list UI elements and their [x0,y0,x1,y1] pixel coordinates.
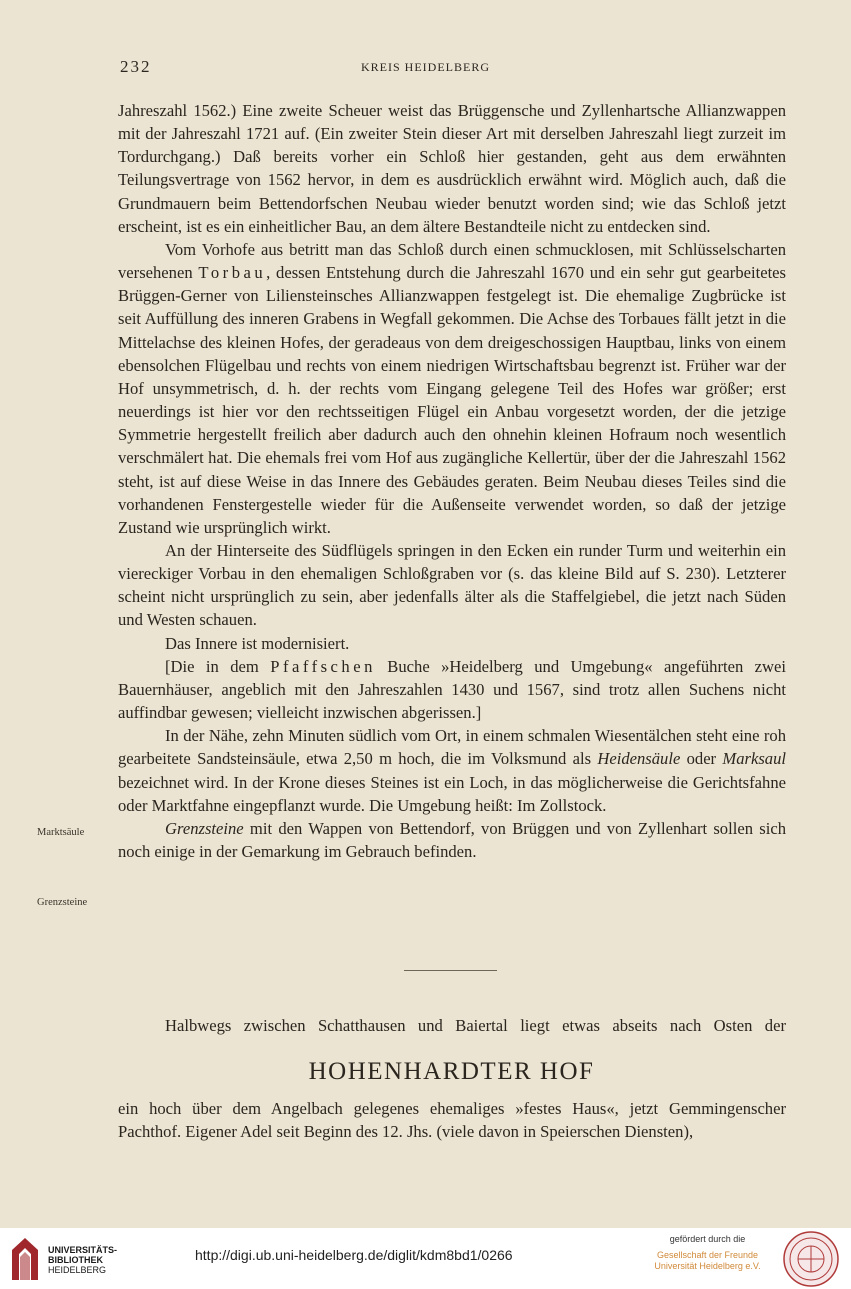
sponsor-block [640,1234,775,1272]
paragraph-6-text-mid: oder [680,749,723,769]
body-text [118,99,786,863]
section-intro-line: Halbwegs zwischen Schatthausen und Baiertal liegt etwas abseits nach Osten der [165,1016,786,1035]
page-header [0,57,851,79]
italic-heidensaeule: Heidensäule [597,749,681,769]
sponsor-name-line-1: Gesellschaft der Freunde [656,1250,759,1260]
sponsor-by-label: gefördert durch die [669,1234,746,1244]
section-title: HOHENHARDTER HOF [308,1058,595,1085]
page-number: 232 [120,57,152,76]
italic-grenzsteine: Grenzsteine [165,818,244,838]
library-name-line-2: BIBLIOTHEK [48,1255,103,1265]
paragraph-7 [118,817,786,863]
marginal-note-grenzsteine: Grenzsteine [37,897,88,908]
paragraph-3: An der Hinterseite des Südflügels springen in den Ecken ein runder Turm und weiterhin ein viereckiger Vorbau in den ehemaligen Schloßgraben vor (s. das kleine Bild auf S. 230). Letzterer scheint nicht ursprünglich zu sein, aber jedenfalls älter als die Staffelgiebel, die jetzt nach Süden und Westen schauen. [118,540,786,630]
paragraph-2 [118,238,786,539]
paragraph-2-text-a: Vom Vorhofe aus betritt man das Schloß durch einen schmucklosen, mit Schlüsselscharten versehenen [118,239,786,283]
section-body-text: ein hoch über dem Angelbach gelegenes ehemaliges »festes Haus«, jetzt Gemmingenscher Pachthof. Eigener Adel seit Beginn des 12. Jhs. (viele davon in Speierschen Diensten), [118,1099,786,1141]
paragraph-6-text-b: bezeichnet wird. In der Krone dieses Steines ist ein Loch, in das möglicherweise die Gerichtsfahne oder Marktfahne eingepflanzt wurde. Die Umgebung heißt: Im Zollstock. [118,772,786,815]
paragraph-7-text: mit den Wappen von Bettendorf, von Brüggen und von Zyllenhart sollen sich noch einige in der Gemarkung im Gebrauch befinden. [118,818,786,861]
paragraph-1-text: Jahreszahl 1562.) Eine zweite Scheuer weist das Brüggensche und Zyllenhartsche Allianzwappen mit der Jahreszahl 1721 auf. (Ein zweiter Stein dieser Art mit derselben Jahreszahl liegt zurzeit im Tordurchgang.) Daß bereits vorher ein Schloß hier gestanden, geht aus dem erwähnten Teilungsvertrage von 1562 hervor, in dem es ausdrücklich erwähnt wird. Möglich auch, daß die Grundmauern beim Bettendorfschen Neubau wieder benutzt worden sind; wie das Schloß jetzt erscheint, ist es ein einheitlicher Bau, an dem ältere Bestandteile nicht zu entdecken sind. [118,101,786,236]
library-logo-icon [10,1236,40,1282]
library-name-line-1: UNIVERSITÄTS- [48,1245,118,1255]
library-name [48,1245,117,1275]
sponsor-name-line-2: Universität Heidelberg e.V. [654,1261,761,1271]
paragraph-5 [118,655,786,724]
paragraph-5-text-b: Buche »Heidelberg und Umgebung« angeführten zwei Bauernhäuser, angeblich mit den Jahreszahlen 1430 und 1567, sind trotz allen Suchens nicht auffindbar gewesen; vielleicht inzwischen abgerissen.] [118,656,786,723]
paragraph-1 [118,99,786,238]
library-name-line-3: HEIDELBERG [48,1265,107,1275]
section-divider [404,970,497,971]
permalink-url[interactable]: http://digi.ub.uni-heidelberg.de/diglit/kdm8bd1/0266 [195,1247,513,1263]
italic-marksaul: Marksaul [722,749,786,769]
marginal-note-marktsaeule: Marktsäule [37,827,85,838]
paragraph-5-text-a: [Die in dem [165,656,271,676]
university-seal-icon [783,1231,839,1287]
running-head: KREIS HEIDELBERG [361,60,490,74]
viewer-footer [0,1228,851,1289]
paragraph-2-text-b: , dessen Entstehung durch die Jahreszahl 1670 und ein sehr gut gearbeitetes Brüggen-Gerner von Liliensteinsches Allianzwappen festgelegt ist. Die ehemalige Zugbrücke ist seit Auffüllung des inneren Grabens in Wegfall gekommen. Die Achse des Torbaues fällt jetzt in die Mittelachse des kleinen Hofes, der geradeaus von dem dreigeschossigen Hauptbau, links von einem ebensolchen Flügelbau und rechts von einem niedrigen Wirtschaftsbau begrenzt ist. Früher war der Hof unsymmetrisch, d. h. der rechts vom Eingang gelegene Teil des Hofes war größer; erst neuerdings ist hier vor den rechtsseitigen Flügel ein Anbau vorgesetzt worden, der die jetzige Symmetrie hergestellt freilich aber dadurch auch den ohnehin kleinen Hofraum noch wesentlich verschmälert hat. Die ehemals frei vom Hof aus zugängliche Kellertür, über der die Jahreszahl 1562 steht, ist auf diese Weise in das Innere des Gebäudes geraten. Beim Neubau dieses Teiles sind die vorhandenen Fenstergestelle wieder für die Außenseite verwendet worden, so daß der jetzige Zustand wie ursprünglich wirkt. [118,263,787,537]
paragraph-6 [118,724,786,817]
paragraph-4: Das Innere ist modernisiert. [165,633,350,653]
spaced-term-torbau: Torbau [198,263,267,283]
spaced-term-pfaffschen: Pfaffschen [270,656,376,676]
paragraph-6-text-a: In der Nähe, zehn Minuten südlich vom Ort, in einem schmalen Wiesentälchen steht eine roh gearbeitete Sandsteinsäule, etwa 2,50 m hoch, die im Volksmund als [118,726,786,769]
